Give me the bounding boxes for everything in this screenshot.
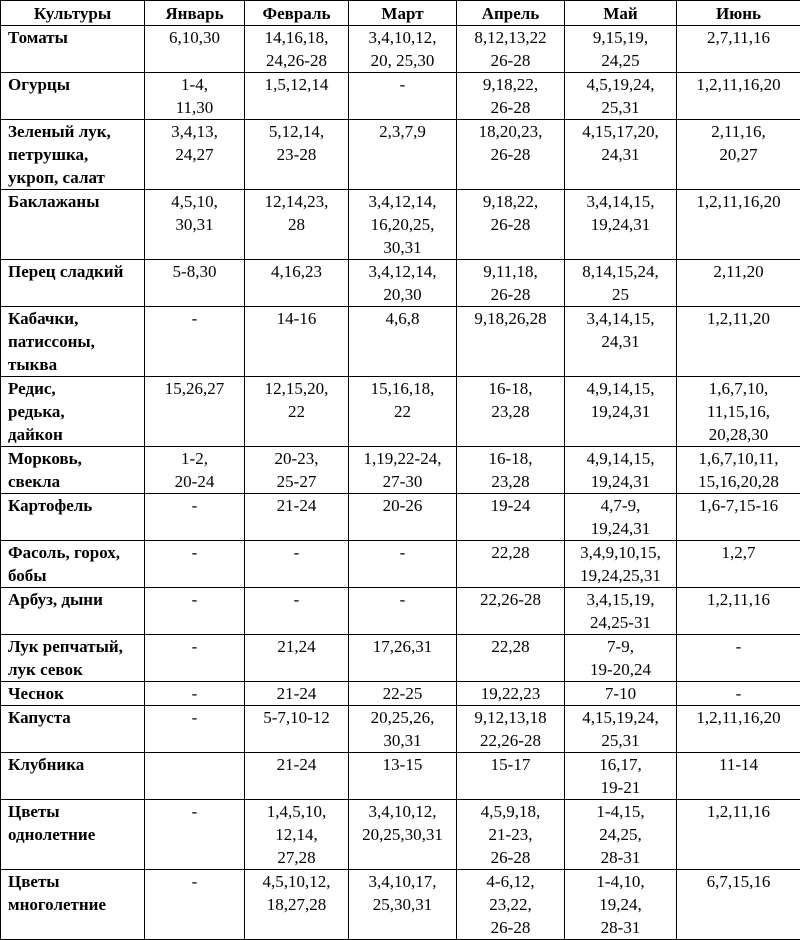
may-dates: 3,4,14,15, 19,24,31	[565, 190, 677, 260]
may-dates: 4,15,17,20, 24,31	[565, 120, 677, 190]
may-dates: 3,4,9,10,15, 19,24,25,31	[565, 541, 677, 588]
header-april: Апрель	[457, 1, 565, 26]
crop-name: Цветы однолетние	[1, 800, 145, 870]
may-dates: 16,17, 19-21	[565, 753, 677, 800]
crop-name: Томаты	[1, 26, 145, 73]
may-dates: 7-9, 19-20,24	[565, 635, 677, 682]
april-dates: 15-17	[457, 753, 565, 800]
february-dates: 21,24	[245, 635, 349, 682]
march-dates: 15,16,18, 22	[349, 377, 457, 447]
february-dates: -	[245, 541, 349, 588]
march-dates: 22-25	[349, 682, 457, 706]
february-dates: 1,4,5,10, 12,14, 27,28	[245, 800, 349, 870]
february-dates: 4,5,10,12, 18,27,28	[245, 870, 349, 940]
table-row	[1, 682, 800, 706]
crop-name: Картофель	[1, 494, 145, 541]
june-dates: 1,2,11,16,20	[677, 73, 800, 120]
may-dates: 8,14,15,24, 25	[565, 260, 677, 307]
january-dates: -	[145, 588, 245, 635]
crop-name: Фасоль, горох, бобы	[1, 541, 145, 588]
june-dates: 1,2,11,16,20	[677, 706, 800, 753]
march-dates: 17,26,31	[349, 635, 457, 682]
march-dates: 1,19,22-24, 27-30	[349, 447, 457, 494]
april-dates: 9,18,22, 26-28	[457, 190, 565, 260]
crop-name: Зеленый лук, петрушка, укроп, салат	[1, 120, 145, 190]
june-dates: 6,7,15,16	[677, 870, 800, 940]
may-dates: 4,9,14,15, 19,24,31	[565, 377, 677, 447]
crop-name: Кабачки, патиссоны, тыква	[1, 307, 145, 377]
header-january: Январь	[145, 1, 245, 26]
june-dates: 1,2,11,16	[677, 588, 800, 635]
february-dates: 21-24	[245, 682, 349, 706]
march-dates: 13-15	[349, 753, 457, 800]
table-row	[1, 377, 800, 447]
header-february: Февраль	[245, 1, 349, 26]
april-dates: 9,11,18, 26-28	[457, 260, 565, 307]
april-dates: 4,5,9,18, 21-23, 26-28	[457, 800, 565, 870]
june-dates: 1,6,7,10, 11,15,16, 20,28,30	[677, 377, 800, 447]
table-row	[1, 588, 800, 635]
table-row	[1, 307, 800, 377]
april-dates: 19,22,23	[457, 682, 565, 706]
january-dates: -	[145, 494, 245, 541]
april-dates: 19-24	[457, 494, 565, 541]
january-dates: -	[145, 541, 245, 588]
february-dates: 4,16,23	[245, 260, 349, 307]
crop-name: Перец сладкий	[1, 260, 145, 307]
table-row	[1, 120, 800, 190]
crop-name: Клубника	[1, 753, 145, 800]
may-dates: 3,4,14,15, 24,31	[565, 307, 677, 377]
january-dates: 3,4,13, 24,27	[145, 120, 245, 190]
march-dates: -	[349, 73, 457, 120]
march-dates: 20,25,26, 30,31	[349, 706, 457, 753]
february-dates: 21-24	[245, 753, 349, 800]
may-dates: 4,9,14,15, 19,24,31	[565, 447, 677, 494]
table-row	[1, 753, 800, 800]
may-dates: 3,4,15,19, 24,25-31	[565, 588, 677, 635]
january-dates: 5-8,30	[145, 260, 245, 307]
may-dates: 4,15,19,24, 25,31	[565, 706, 677, 753]
table-row	[1, 26, 800, 73]
may-dates: 9,15,19, 24,25	[565, 26, 677, 73]
january-dates: -	[145, 635, 245, 682]
april-dates: 16-18, 23,28	[457, 377, 565, 447]
january-dates: -	[145, 682, 245, 706]
table-row	[1, 541, 800, 588]
crop-name: Арбуз, дыни	[1, 588, 145, 635]
june-dates: 2,7,11,16	[677, 26, 800, 73]
june-dates: 11-14	[677, 753, 800, 800]
january-dates: 4,5,10, 30,31	[145, 190, 245, 260]
table-row	[1, 494, 800, 541]
march-dates: 3,4,10,12, 20, 25,30	[349, 26, 457, 73]
header-row	[1, 1, 800, 26]
may-dates: 4,7-9, 19,24,31	[565, 494, 677, 541]
march-dates: 3,4,10,12, 20,25,30,31	[349, 800, 457, 870]
april-dates: 4-6,12, 23,22, 26-28	[457, 870, 565, 940]
june-dates: 1,2,11,16,20	[677, 190, 800, 260]
table-row	[1, 870, 800, 940]
crop-name: Баклажаны	[1, 190, 145, 260]
crop-name: Капуста	[1, 706, 145, 753]
june-dates: 1,2,7	[677, 541, 800, 588]
january-dates: -	[145, 307, 245, 377]
june-dates: 1,6-7,15-16	[677, 494, 800, 541]
march-dates: -	[349, 541, 457, 588]
crop-name: Лук репчатый, лук севок	[1, 635, 145, 682]
may-dates: 7-10	[565, 682, 677, 706]
february-dates: 5-7,10-12	[245, 706, 349, 753]
february-dates: 12,15,20, 22	[245, 377, 349, 447]
header-june: Июнь	[677, 1, 800, 26]
april-dates: 9,18,26,28	[457, 307, 565, 377]
february-dates: -	[245, 588, 349, 635]
header-crops: Культуры	[1, 1, 145, 26]
june-dates: 1,2,11,16	[677, 800, 800, 870]
june-dates: 1,6,7,10,11, 15,16,20,28	[677, 447, 800, 494]
april-dates: 22,26-28	[457, 588, 565, 635]
february-dates: 5,12,14, 23-28	[245, 120, 349, 190]
april-dates: 22,28	[457, 541, 565, 588]
february-dates: 14,16,18, 24,26-28	[245, 26, 349, 73]
table-row	[1, 447, 800, 494]
april-dates: 22,28	[457, 635, 565, 682]
may-dates: 1-4,10, 19,24, 28-31	[565, 870, 677, 940]
april-dates: 16-18, 23,28	[457, 447, 565, 494]
june-dates: -	[677, 635, 800, 682]
january-dates: -	[145, 870, 245, 940]
february-dates: 20-23, 25-27	[245, 447, 349, 494]
table-row	[1, 73, 800, 120]
header-march: Март	[349, 1, 457, 26]
june-dates: 2,11,20	[677, 260, 800, 307]
march-dates: 2,3,7,9	[349, 120, 457, 190]
april-dates: 9,12,13,18 22,26-28	[457, 706, 565, 753]
april-dates: 9,18,22, 26-28	[457, 73, 565, 120]
march-dates: -	[349, 588, 457, 635]
march-dates: 4,6,8	[349, 307, 457, 377]
january-dates: -	[145, 800, 245, 870]
january-dates: 15,26,27	[145, 377, 245, 447]
march-dates: 3,4,10,17, 25,30,31	[349, 870, 457, 940]
may-dates: 4,5,19,24, 25,31	[565, 73, 677, 120]
january-dates: 1-4, 11,30	[145, 73, 245, 120]
april-dates: 8,12,13,22 26-28	[457, 26, 565, 73]
table-row	[1, 190, 800, 260]
table-row	[1, 800, 800, 870]
crop-name: Цветы многолетние	[1, 870, 145, 940]
table-row	[1, 260, 800, 307]
january-dates: -	[145, 706, 245, 753]
march-dates: 3,4,12,14, 20,30	[349, 260, 457, 307]
june-dates: 2,11,16, 20,27	[677, 120, 800, 190]
february-dates: 14-16	[245, 307, 349, 377]
crop-name: Огурцы	[1, 73, 145, 120]
crop-name: Редис, редька, дайкон	[1, 377, 145, 447]
january-dates: 1-2, 20-24	[145, 447, 245, 494]
february-dates: 21-24	[245, 494, 349, 541]
march-dates: 20-26	[349, 494, 457, 541]
table-row	[1, 635, 800, 682]
february-dates: 1,5,12,14	[245, 73, 349, 120]
april-dates: 18,20,23, 26-28	[457, 120, 565, 190]
header-may: Май	[565, 1, 677, 26]
january-dates	[145, 753, 245, 800]
may-dates: 1-4,15, 24,25, 28-31	[565, 800, 677, 870]
january-dates: 6,10,30	[145, 26, 245, 73]
june-dates: 1,2,11,20	[677, 307, 800, 377]
table-row	[1, 706, 800, 753]
crop-name: Чеснок	[1, 682, 145, 706]
february-dates: 12,14,23, 28	[245, 190, 349, 260]
june-dates: -	[677, 682, 800, 706]
crop-name: Морковь, свекла	[1, 447, 145, 494]
march-dates: 3,4,12,14, 16,20,25, 30,31	[349, 190, 457, 260]
